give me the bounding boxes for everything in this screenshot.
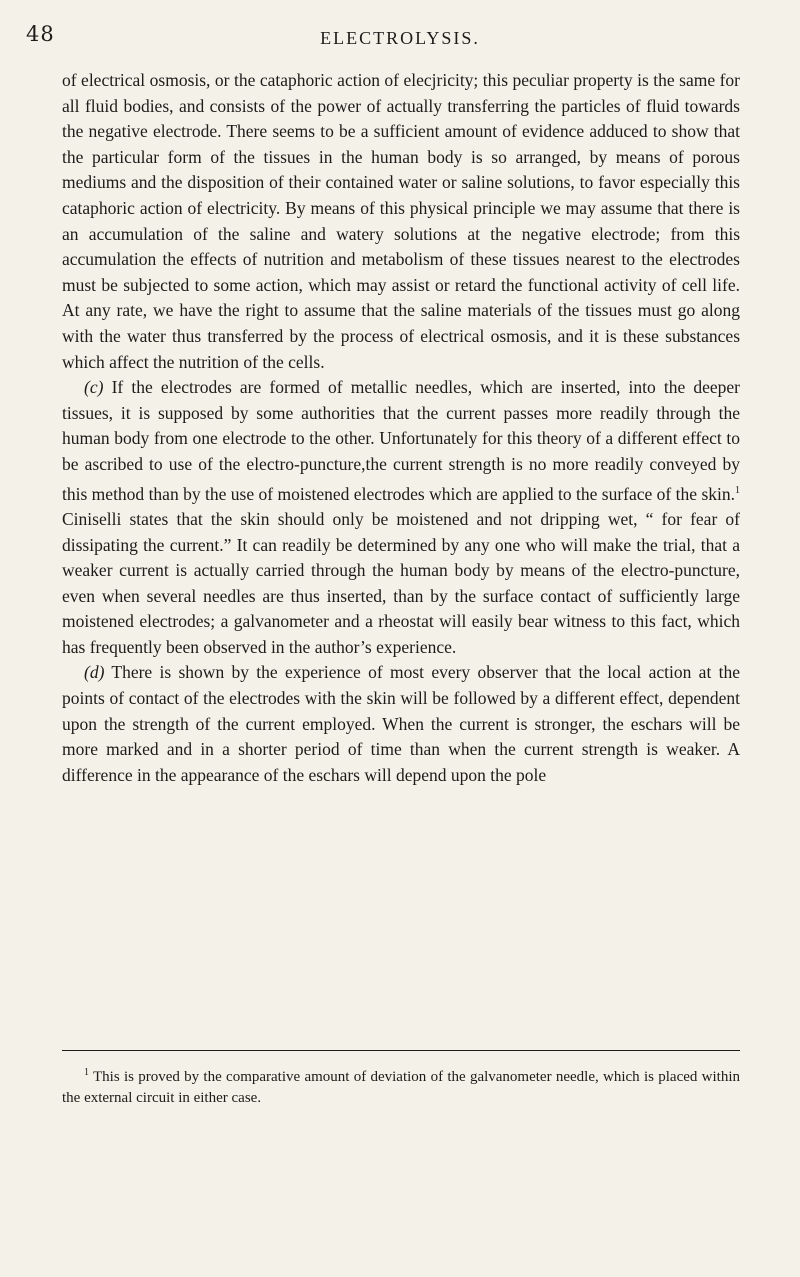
footnote-reference: 1 — [735, 484, 740, 496]
paragraph-c-text-b: Ciniselli states that the skin should only be moistened and not dripping wet, “ for fear of dissipating the current.” It can readily be determined by any one who will make the trial, that a weaker current is actually carried through the human body by means of the electro-puncture, even when several needles are thus inserted, than by the surface contact of sufficiently large moistened electrodes; a galvanometer and a rheostat will easily bear witness to this fact, which has frequently been observed in the author’s experience. — [62, 508, 740, 657]
footnote — [62, 1062, 740, 1109]
footnote-text: This is proved by the comparative amount of deviation of the galvanometer needle, which is placed within the external circuit in either case. — [62, 1069, 740, 1106]
paragraph-d-label: (d) — [84, 662, 105, 683]
paragraph-continued: of electrical osmosis, or the cataphoric action of elecjricity; this peculiar property is the same for all fluid bodies, and consists of the power of actually transferring the particles of fluid towards the negative electrode. There seems to be a sufficient amount of evidence adduced to show that the particular form of the tissues in the human body is so arranged, by means of porous mediums and the disposition of their contained water or saline solutions, to favor especially this cataphoric action of electricity. By means of this physical principle we may assume that there is an accumulation of the saline and watery solutions at the negative electrode; from this accumulation the effects of nutrition and metabolism of these tissues nearest to the electrodes must be subjected to some action, which may assist or retard the functional activity of cell life. At any rate, we have the right to assume that the saline materials of the tissues must go along with the water thus transferred by the process of electrical osmosis, and it is these substances which affect the nutrition of the cells. — [62, 70, 740, 372]
paragraph-d — [62, 660, 740, 788]
paragraph-c-text-a: If the electrodes are formed of metallic needles, which are inserted, into the deeper tissues, it is supposed by some authorities that the current passes more readily through the human body from one electrode to the other. Unfortunately for this theory of a different effect to be ascribed to use of the electro-puncture,the current strength is no more readily conveyed by this method than by the use of moistened electrodes which are applied to the surface of the skin. — [62, 377, 740, 504]
paragraph-c — [62, 375, 740, 660]
body-text — [62, 68, 740, 788]
footnote-marker: 1 — [84, 1067, 89, 1078]
running-head: ELECTROLYSIS. — [320, 28, 480, 48]
paragraph-c-label: (c) — [84, 377, 104, 398]
paragraph-d-text: There is shown by the experience of most every observer that the local action at the points of contact of the electrodes with the skin will be followed by a different effect, dependent upon the strength of the current employed. When the current is stronger, the eschars will be more marked and in a shorter period of time than when the current strength is weaker. A difference in the appearance of the eschars will depend upon the pole — [62, 662, 740, 785]
footnote-divider — [62, 1050, 740, 1051]
page-number: 48 — [26, 22, 55, 46]
